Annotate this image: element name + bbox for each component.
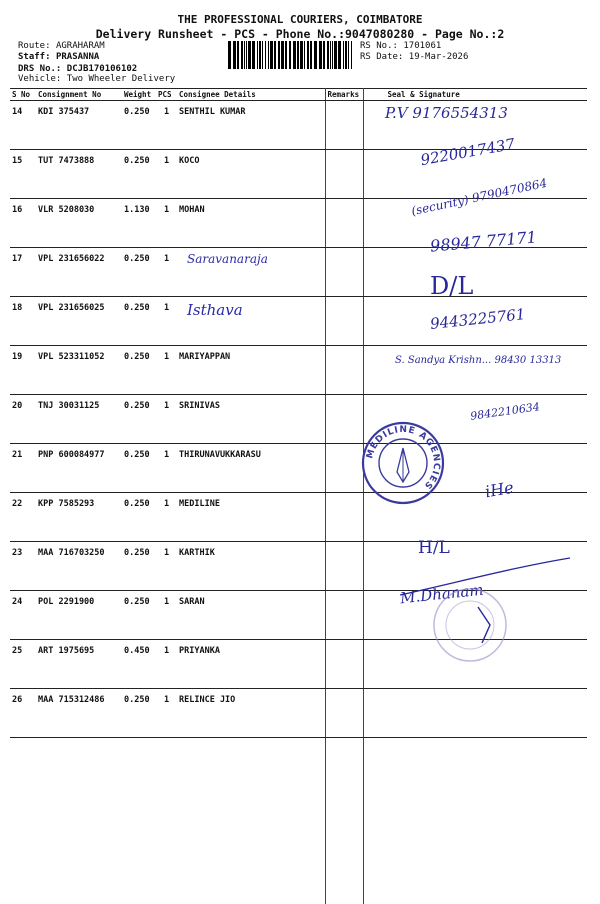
col-weight: Weight — [122, 89, 156, 101]
barcode-bar — [310, 41, 312, 69]
weight-cell: 0.250 — [122, 150, 156, 199]
pcs-cell: 1 — [156, 101, 177, 150]
barcode-bar — [274, 41, 276, 69]
consignment-cell: KDI 375437 — [36, 101, 122, 150]
table-blank-row — [10, 738, 587, 904]
sno-cell: 17 — [10, 248, 36, 297]
remarks-cell — [325, 640, 363, 689]
barcode — [228, 41, 356, 69]
consignee-cell: KARTHIK — [177, 542, 325, 591]
sno-cell: 18 — [10, 297, 36, 346]
barcode-bar — [351, 41, 352, 69]
company-stamp — [360, 420, 446, 506]
barcode-bar — [327, 41, 329, 69]
signature-24: H/L — [418, 538, 450, 558]
weight-cell: 0.250 — [122, 346, 156, 395]
weight-cell: 1.130 — [122, 199, 156, 248]
barcode-bar — [289, 41, 291, 69]
sno-cell: 26 — [10, 689, 36, 738]
sno-cell: 20 — [10, 395, 36, 444]
blank-cell — [363, 738, 587, 904]
faded-seal — [420, 585, 520, 665]
rs-date-label: RS Date: — [360, 52, 403, 62]
pcs-cell: 1 — [156, 493, 177, 542]
barcode-bar — [241, 41, 243, 69]
vehicle-label: Vehicle: — [18, 74, 61, 84]
barcode-bar — [338, 41, 341, 69]
signature-21: 9842210634 — [469, 400, 540, 423]
consignee-cell: MEDILINE — [177, 493, 325, 542]
barcode-bar — [332, 41, 333, 69]
barcode-bar — [304, 41, 305, 69]
consignment-cell: POL 2291900 — [36, 591, 122, 640]
table-row — [10, 493, 587, 542]
remarks-cell — [325, 395, 363, 444]
handwritten-consignee: Saravanaraja — [187, 252, 268, 266]
barcode-bar — [300, 41, 303, 69]
route-value: AGRAHARAM — [56, 41, 105, 51]
barcode-bar — [259, 41, 261, 69]
weight-cell: 0.450 — [122, 640, 156, 689]
pcs-cell: 1 — [156, 689, 177, 738]
remarks-cell — [325, 199, 363, 248]
consignment-cell: TNJ 30031125 — [36, 395, 122, 444]
staff-label: Staff: — [18, 52, 51, 62]
consignment-cell: PNP 600084977 — [36, 444, 122, 493]
pcs-cell: 1 — [156, 248, 177, 297]
col-pcs: PCS — [156, 89, 177, 101]
signature-19: 9443225761 — [429, 305, 526, 333]
sno-cell: 21 — [10, 444, 36, 493]
staff-line — [18, 52, 99, 62]
table-row — [10, 689, 587, 738]
pcs-cell: 1 — [156, 199, 177, 248]
rs-no-line — [360, 41, 441, 51]
barcode-bar — [228, 41, 231, 69]
pcs-cell: 1 — [156, 444, 177, 493]
barcode-bar — [307, 41, 309, 69]
barcode-bar — [248, 41, 251, 69]
barcode-bar — [244, 41, 245, 69]
consignment-cell: TUT 7473888 — [36, 150, 122, 199]
pcs-cell: 1 — [156, 542, 177, 591]
remarks-cell — [325, 493, 363, 542]
table-header — [10, 89, 587, 101]
remarks-cell — [325, 297, 363, 346]
blank-cell — [156, 738, 177, 904]
weight-cell: 0.250 — [122, 493, 156, 542]
rs-date-value: 19-Mar-2026 — [409, 52, 469, 62]
handwritten-consignee: Isthava — [187, 301, 243, 319]
signature-cell — [363, 689, 587, 738]
col-consignment: Consignment No — [36, 89, 122, 101]
signature-20: S. Sandya Krishn... 98430 13313 — [395, 355, 561, 366]
route-label: Route: — [18, 41, 51, 51]
barcode-bar — [233, 41, 236, 69]
col-consignee: Consignee Details — [177, 89, 325, 101]
weight-cell: 0.250 — [122, 542, 156, 591]
consignee-cell: SARAN — [177, 591, 325, 640]
remarks-cell — [325, 591, 363, 640]
blank-cell — [122, 738, 156, 904]
barcode-bar — [246, 41, 247, 69]
remarks-cell — [325, 444, 363, 493]
consignee-cell: MOHAN — [177, 199, 325, 248]
rs-no-label: RS No.: — [360, 41, 398, 51]
consignee-cell — [177, 248, 325, 297]
consignment-cell: VLR 5208030 — [36, 199, 122, 248]
weight-cell: 0.250 — [122, 297, 156, 346]
blank-cell — [325, 738, 363, 904]
barcode-bar — [334, 41, 337, 69]
remarks-cell — [325, 101, 363, 150]
consignment-cell: VPL 231656022 — [36, 248, 122, 297]
consignee-cell — [177, 297, 325, 346]
consignee-cell: MARIYAPPAN — [177, 346, 325, 395]
barcode-bar — [278, 41, 280, 69]
remarks-cell — [325, 542, 363, 591]
barcode-bar — [265, 41, 266, 69]
sno-cell: 25 — [10, 640, 36, 689]
remarks-cell — [325, 150, 363, 199]
consignee-cell: RELINCE JIO — [177, 689, 325, 738]
route-line — [18, 41, 105, 51]
rs-no-value: 1701061 — [403, 41, 441, 51]
document-title: THE PROFESSIONAL COURIERS, COIMBATORE — [0, 13, 600, 26]
consignment-cell: VPL 523311052 — [36, 346, 122, 395]
weight-cell: 0.250 — [122, 689, 156, 738]
consignee-cell: KOCO — [177, 150, 325, 199]
sno-cell: 15 — [10, 150, 36, 199]
barcode-bar — [330, 41, 331, 69]
vehicle-line — [18, 74, 175, 84]
consignee-cell: PRIYANKA — [177, 640, 325, 689]
barcode-bar — [257, 41, 258, 69]
barcode-bar — [323, 41, 325, 69]
pcs-cell: 1 — [156, 591, 177, 640]
sno-cell: 22 — [10, 493, 36, 542]
col-sno: S No — [10, 89, 36, 101]
drs-value: DCJB170106102 — [67, 64, 137, 74]
blank-cell — [36, 738, 122, 904]
barcode-bar — [343, 41, 344, 69]
vehicle-value: Two Wheeler Delivery — [67, 74, 175, 84]
consignee-cell: SENTHIL KUMAR — [177, 101, 325, 150]
pcs-cell: 1 — [156, 395, 177, 444]
drs-label: DRS No.: — [18, 64, 61, 74]
pcs-cell: 1 — [156, 640, 177, 689]
barcode-bar — [270, 41, 273, 69]
barcode-bar — [268, 41, 269, 69]
barcode-bar — [314, 41, 317, 69]
sno-cell: 23 — [10, 542, 36, 591]
signature-cell — [363, 248, 587, 297]
barcode-bar — [252, 41, 255, 69]
consignment-cell: KPP 7585293 — [36, 493, 122, 542]
remarks-cell — [325, 346, 363, 395]
weight-cell: 0.250 — [122, 444, 156, 493]
barcode-bar — [348, 41, 349, 69]
consignment-cell: ART 1975695 — [36, 640, 122, 689]
consignment-cell: MAA 716703250 — [36, 542, 122, 591]
sno-cell: 19 — [10, 346, 36, 395]
remarks-cell — [325, 248, 363, 297]
table-row — [10, 248, 587, 297]
weight-cell: 0.250 — [122, 395, 156, 444]
sno-cell: 24 — [10, 591, 36, 640]
stamp-text: MEDILINE AGENCIES — [365, 425, 441, 491]
signature-23: iHe — [484, 478, 515, 502]
weight-cell: 0.250 — [122, 591, 156, 640]
consignment-cell: VPL 231656025 — [36, 297, 122, 346]
consignee-cell: THIRUNAVUKKARASU — [177, 444, 325, 493]
blank-cell — [177, 738, 325, 904]
signature-14: P.V 9176554313 — [385, 104, 508, 122]
col-signature: Seal & Signature — [363, 89, 587, 101]
signature-16: (security) 9790470864 — [410, 176, 548, 218]
pcs-cell: 1 — [156, 297, 177, 346]
barcode-bar — [297, 41, 299, 69]
barcode-bar — [262, 41, 263, 69]
table-row — [10, 395, 587, 444]
barcode-bar — [345, 41, 347, 69]
remarks-cell — [325, 689, 363, 738]
signature-15: 9220017437 — [419, 135, 516, 169]
barcode-bar — [237, 41, 239, 69]
signature-17: 98947 77171 — [429, 227, 537, 255]
blank-cell — [10, 738, 36, 904]
rs-date-line — [360, 52, 468, 62]
table-row — [10, 346, 587, 395]
barcode-bar — [285, 41, 287, 69]
signature-25: M.Dhanam — [399, 581, 484, 608]
sno-cell: 16 — [10, 199, 36, 248]
barcode-bar — [281, 41, 284, 69]
weight-cell: 0.250 — [122, 101, 156, 150]
consignment-cell: MAA 715312486 — [36, 689, 122, 738]
pcs-cell: 1 — [156, 150, 177, 199]
barcode-bar — [319, 41, 322, 69]
signature-18: D/L — [430, 272, 473, 300]
consignee-cell: SRINIVAS — [177, 395, 325, 444]
sno-cell: 14 — [10, 101, 36, 150]
weight-cell: 0.250 — [122, 248, 156, 297]
document-subtitle: Delivery Runsheet - PCS - Phone No.:9047080280 - Page No.:2 — [0, 27, 600, 41]
pcs-cell: 1 — [156, 346, 177, 395]
staff-value: PRASANNA — [56, 52, 99, 62]
barcode-bar — [293, 41, 296, 69]
col-remarks: Remarks — [325, 89, 363, 101]
signature-cell — [363, 346, 587, 395]
drs-line — [18, 64, 137, 74]
